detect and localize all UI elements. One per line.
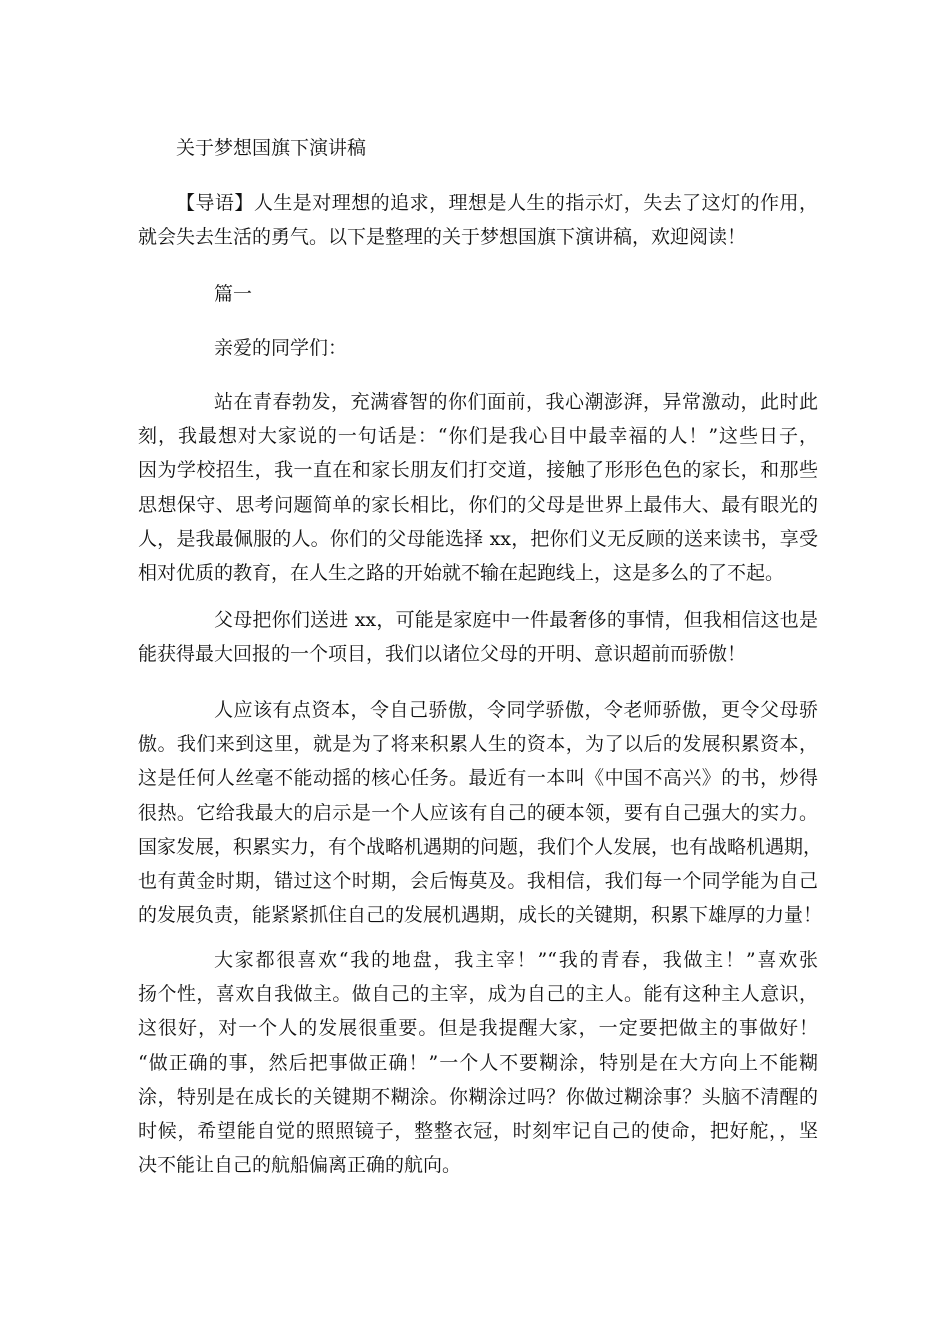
paragraph-line: 这很好，对一个人的发展很重要。但是我提醒大家，一定要把做主的事做好！ xyxy=(138,1017,818,1040)
paragraph-line: 时候，希望能自觉的照照镜子，整整衣冠，时刻牢记自己的使命，把好舵，，坚 xyxy=(138,1119,818,1142)
paragraph-line: 人，是我最佩服的人。你们的父母能选择 xx，把你们义无反顾的送来读书，享受 xyxy=(138,527,818,550)
document-title: 关于梦想国旗下演讲稿 xyxy=(176,137,367,159)
paragraph-line: 因为学校招生，我一直在和家长朋友们打交道，接触了形形色色的家长，和那些 xyxy=(138,459,818,482)
paragraph-line: 能获得最大回报的一个项目，我们以诸位父母的开明、意识超前而骄傲！ xyxy=(138,643,747,666)
paragraph-line: 傲。我们来到这里，就是为了将来积累人生的资本，为了以后的发展积累资本， xyxy=(138,733,818,756)
intro-paragraph xyxy=(138,186,818,254)
paragraph-line: 扬个性，喜欢自我做主。做自己的主宰，成为自己的主人。能有这种主人意识， xyxy=(138,983,818,1006)
body-paragraph-3 xyxy=(138,693,823,932)
section-heading: 篇一 xyxy=(214,283,253,305)
salutation: 亲爱的同学们： xyxy=(214,337,348,359)
body-paragraph-1 xyxy=(138,385,818,590)
paragraph-line: 就会失去生活的勇气。以下是整理的关于梦想国旗下演讲稿，欢迎阅读！ xyxy=(138,226,747,249)
paragraph-line: 这是任何人丝毫不能动摇的核心任务。最近有一本叫《中国不高兴》的书，炒得 xyxy=(138,767,818,790)
paragraph-line: 相对优质的教育，在人生之路的开始就不输在起跑线上，这是多么的了不起。 xyxy=(138,561,785,584)
paragraph-line: 的发展负责，能紧紧抓住自己的发展机遇期，成长的关键期，积累下雄厚的力量！ xyxy=(138,904,823,927)
paragraph-line: 也有黄金时期，错过这个时期，会后悔莫及。我相信，我们每一个同学能为自己 xyxy=(138,869,818,892)
paragraph-line: 国家发展，积累实力，有个战略机遇期的问题，我们个人发展，也有战略机遇期， xyxy=(138,835,823,858)
paragraph-line: 决不能让自己的航船偏离正确的航向。 xyxy=(138,1154,462,1177)
paragraph-line: 思想保守、思考问题简单的家长相比，你们的父母是世界上最伟大、最有眼光的 xyxy=(138,493,818,516)
paragraph-line: 刻，我最想对大家说的一句话是：“你们是我心目中最幸福的人！”这些日子， xyxy=(138,425,818,448)
paragraph-line: 【导语】人生是对理想的追求，理想是人生的指示灯，失去了这灯的作用， xyxy=(176,192,818,214)
paragraph-line: 很热。它给我最大的启示是一个人应该有自己的硬本领，要有自己强大的实力。 xyxy=(138,801,818,824)
body-paragraph-2 xyxy=(138,603,818,671)
body-paragraph-4 xyxy=(138,943,818,1182)
paragraph-line: 站在青春勃发，充满睿智的你们面前，我心潮澎湃，异常激动，此时此 xyxy=(214,391,818,413)
paragraph-line: 涂，特别是在成长的关键期不糊涂。你糊涂过吗？你做过糊涂事？头脑不清醒的 xyxy=(138,1085,818,1108)
paragraph-line: “做正确的事，然后把事做正确！”一个人不要糊涂，特别是在大方向上不能糊 xyxy=(138,1051,818,1074)
paragraph-line: 父母把你们送进 xx，可能是家庭中一件最奢侈的事情，但我相信这也是 xyxy=(214,609,818,631)
paragraph-line: 大家都很喜欢“我的地盘，我主宰！”“我的青春，我做主！”喜欢张 xyxy=(214,949,818,971)
paragraph-line: 人应该有点资本，令自己骄傲，令同学骄傲，令老师骄傲，更令父母骄 xyxy=(214,699,818,721)
